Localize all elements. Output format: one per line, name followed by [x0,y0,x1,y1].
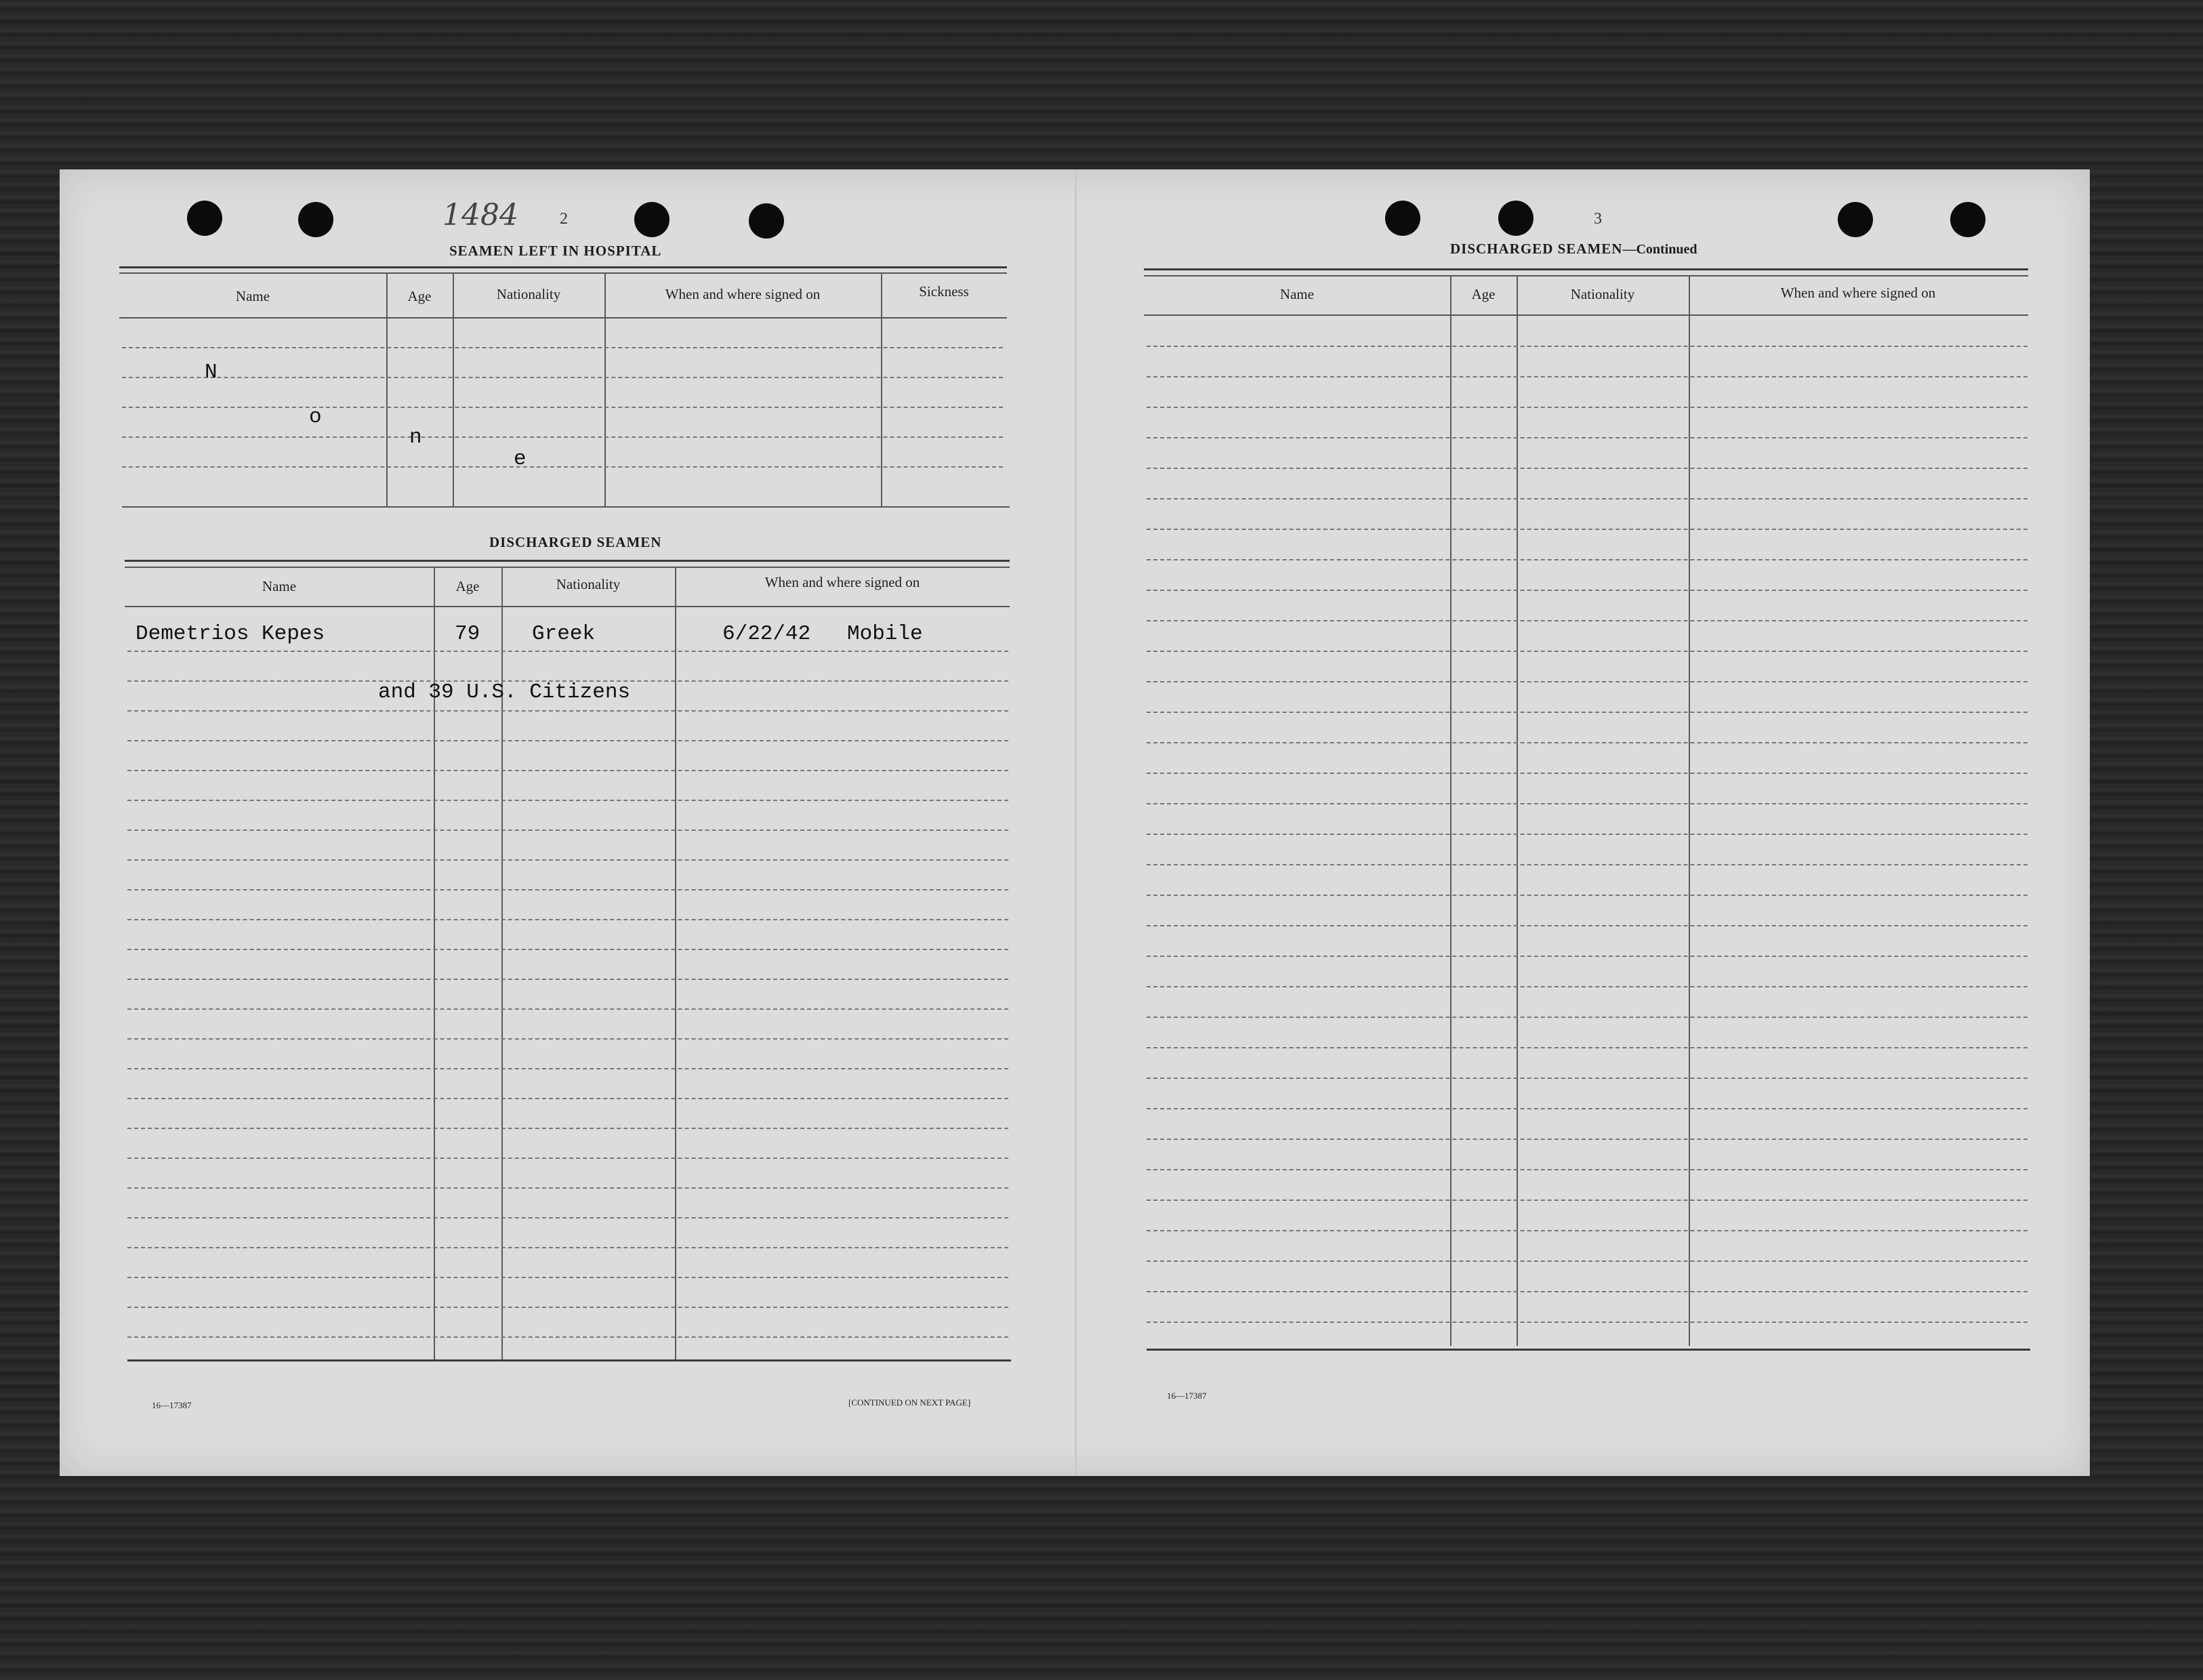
punch-hole [187,201,222,236]
signed-on-place: Mobile [847,622,923,646]
col-header-signed-on: When and where signed on [764,574,920,590]
entry-line [1147,407,2027,408]
page-number-right: 3 [1594,210,1602,228]
column-divider [1517,275,1518,1346]
entry-line [127,919,1008,920]
entry-line [1147,529,2027,530]
entry-line [127,1128,1008,1129]
entry-line [1147,376,2027,377]
table-border [1147,1349,2030,1351]
entry-line [127,949,1008,950]
entry-line [1147,1291,2027,1292]
entry-line [127,1247,1008,1248]
table-border [122,506,1010,508]
entry-line [1147,1200,2027,1201]
signed-on-date: 6/22/42 [722,622,811,646]
entry-line [1147,468,2027,469]
entry-line [127,710,1008,712]
col-header-nationality: Nationality [496,286,561,302]
entry-line [127,680,1008,682]
entry-line [1147,1108,2027,1109]
entry-line [127,1187,1008,1189]
table-border [125,567,1010,568]
entry-line [122,466,1003,468]
entry-line [127,1217,1008,1218]
col-header-signed-on: When and where signed on [665,286,821,302]
entry-line [1147,346,2027,347]
citizens-note: and 39 U.S. Citizens [378,680,631,704]
handwritten-number: 1484 [442,198,518,232]
col-header-signed-on: When and where signed on [1780,285,1936,301]
entry-line [1147,437,2027,438]
entry-line [127,651,1008,652]
column-divider [453,272,454,506]
entry-line [1147,712,2027,713]
entry-line [1147,559,2027,560]
column-divider [604,272,606,506]
entry-letter: n [409,426,422,449]
seaman-name: Demetrios Kepes [136,622,325,646]
entry-line [1147,834,2027,835]
entry-line [122,347,1003,348]
entry-line [127,1336,1008,1338]
column-divider [1450,275,1451,1346]
form-number-left: 16—17387 [152,1400,192,1410]
punch-hole [749,203,784,239]
page-number-left: 2 [560,210,568,228]
title-suffix: —Continued [1622,242,1697,257]
entry-letter: o [309,405,322,429]
entry-line [122,436,1003,438]
entry-line [127,979,1008,980]
entry-line [1147,620,2027,621]
table-border [1144,268,2028,270]
column-divider [1689,275,1690,1346]
col-header-nationality: Nationality [1570,286,1635,302]
entry-line [127,859,1008,861]
punch-hole [1950,202,1985,237]
entry-line [127,1008,1008,1010]
col-header-sickness: Sickness [919,283,969,300]
entry-line [1147,925,2027,926]
entry-line [127,800,1008,801]
entry-line [1147,1261,2027,1262]
table-border [119,272,1007,274]
entry-line [1147,1047,2027,1048]
entry-line [1147,681,2027,682]
punch-hole [298,202,333,237]
entry-line [1147,1169,2027,1170]
page-fold [1075,169,1077,1476]
table-border [1144,275,2028,276]
entry-line [127,1277,1008,1278]
column-divider [386,272,388,506]
entry-line [122,407,1003,408]
column-divider [675,567,676,1359]
entry-line [1147,773,2027,774]
seaman-nationality: Greek [532,622,596,646]
entry-line [1147,590,2027,591]
title-main: DISCHARGED SEAMEN [1450,241,1623,257]
entry-line [1147,1078,2027,1079]
punch-hole [1498,201,1533,236]
form-number-right: 16—17387 [1167,1391,1207,1401]
entry-line [127,740,1008,741]
entry-line [127,1068,1008,1069]
table-border [127,1359,1011,1361]
punch-hole [1838,202,1873,237]
continued-note: [CONTINUED ON NEXT PAGE] [848,1397,971,1408]
entry-line [1147,956,2027,957]
col-header-name: Name [235,288,270,304]
entry-line [1147,803,2027,804]
entry-line [1147,742,2027,743]
seaman-age: 79 [455,622,480,646]
punch-hole [1385,201,1420,236]
entry-line [127,1307,1008,1308]
entry-line [127,1157,1008,1159]
col-header-age: Age [1471,286,1496,302]
entry-letter: N [205,361,218,384]
col-header-age: Age [407,288,432,304]
entry-line [1147,1017,2027,1018]
entry-line [122,377,1003,378]
table-border [1144,314,2028,316]
entry-line [127,829,1008,831]
col-header-nationality: Nationality [556,576,621,592]
table-border [125,606,1010,607]
col-header-name: Name [262,578,297,594]
entry-line [1147,1322,2027,1323]
discharged-section-title: DISCHARGED SEAMEN [489,534,662,550]
discharged-continued-title [1450,241,1697,258]
table-border [119,317,1007,319]
entry-line [1147,895,2027,896]
entry-line [127,1098,1008,1099]
entry-line [1147,1139,2027,1140]
document-sheet [60,169,2090,1476]
entry-line [1147,498,2027,499]
entry-line [127,889,1008,890]
table-border [119,266,1007,268]
entry-line [127,770,1008,771]
entry-line [1147,1230,2027,1231]
entry-letter: e [514,447,527,471]
entry-line [1147,651,2027,652]
hospital-section-title: SEAMEN LEFT IN HOSPITAL [449,243,662,259]
entry-line [1147,986,2027,987]
column-divider [881,272,882,506]
table-border [125,560,1010,562]
entry-line [1147,864,2027,865]
col-header-age: Age [455,578,480,594]
entry-line [127,1038,1008,1040]
col-header-name: Name [1279,286,1315,302]
punch-hole [634,202,670,237]
